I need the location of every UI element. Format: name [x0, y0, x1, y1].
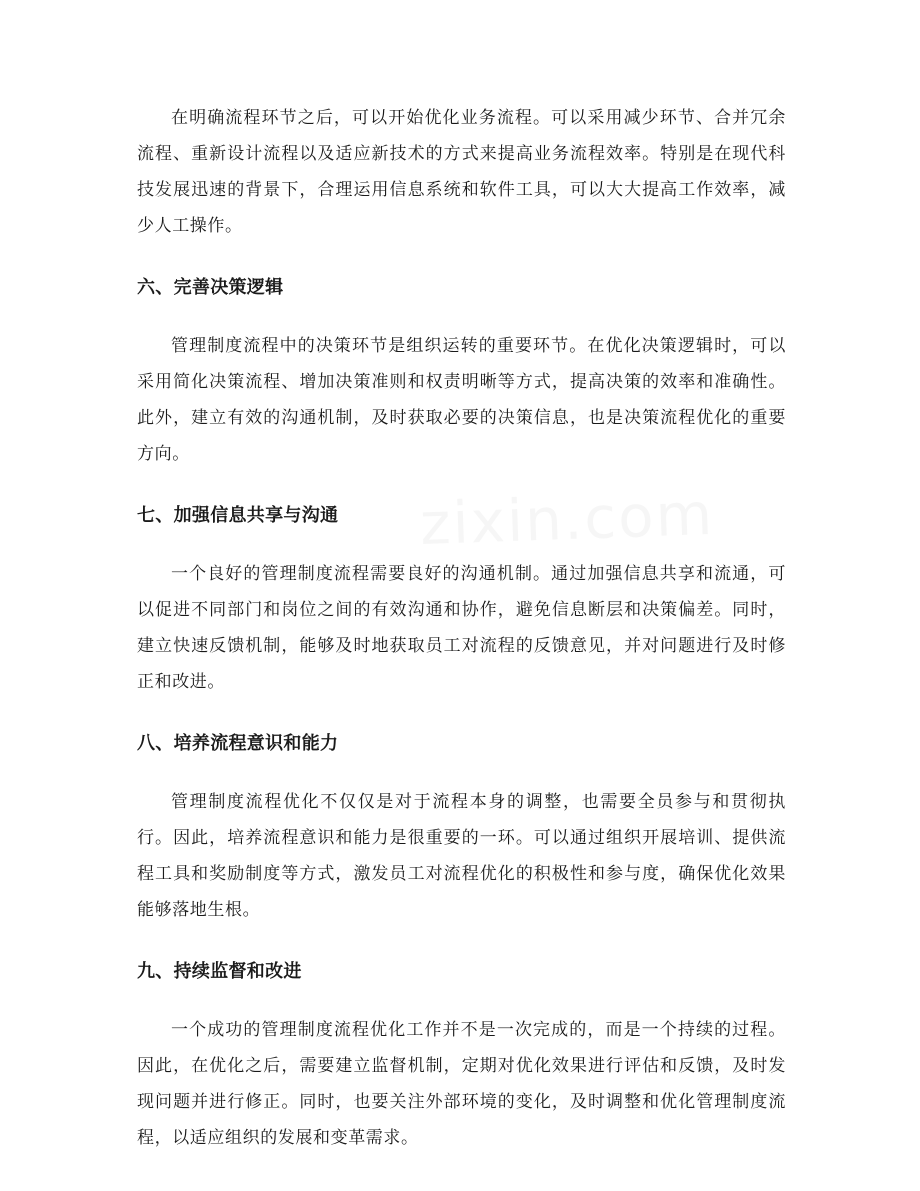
section-paragraph-8: 管理制度流程优化不仅仅是对于流程本身的调整，也需要全员参与和贯彻执行。因此，培养流程意识和能力是很重要的一环。可以通过组织开展培训、提供流程工具和奖励制度等方式，激发员工对流程优化的积极性和参与度，确保优化效果能够落地生根。: [137, 792, 786, 920]
section-heading-9: 九、持续监督和改进: [137, 961, 302, 982]
section-heading-6: 六、完善决策逻辑: [137, 277, 284, 298]
section-paragraph-9: 一个成功的管理制度流程优化工作并不是一次完成的，而是一个持续的过程。因此，在优化之后，需要建立监督机制，定期对优化效果进行评估和反馈，及时发现问题并进行修正。同时，也要关注外部环境的变化，及时调整和优化管理制度流程，以适应组织的发展和变革需求。: [137, 1020, 786, 1148]
section-heading-7: 七、加强信息共享与沟通: [137, 505, 339, 526]
intro-paragraph: 在明确流程环节之后，可以开始优化业务流程。可以采用减少环节、合并冗余流程、重新设计流程以及适应新技术的方式来提高业务流程效率。特别是在现代科技发展迅速的背景下，合理运用信息系统和软件工具，可以大大提高工作效率，减少人工操作。: [137, 108, 786, 236]
section-paragraph-6: 管理制度流程中的决策环节是组织运转的重要环节。在优化决策逻辑时，可以采用简化决策流程、增加决策准则和权责明晰等方式，提高决策的效率和准确性。此外，建立有效的沟通机制，及时获取必要的决策信息，也是决策流程优化的重要方向。: [137, 336, 786, 464]
section-heading-8: 八、培养流程意识和能力: [137, 733, 339, 754]
section-paragraph-7: 一个良好的管理制度流程需要良好的沟通机制。通过加强信息共享和流通，可以促进不同部门和岗位之间的有效沟通和协作，避免信息断层和决策偏差。同时，建立快速反馈机制，能够及时地获取员工对流程的反馈意见，并对问题进行及时修正和改进。: [137, 564, 786, 692]
